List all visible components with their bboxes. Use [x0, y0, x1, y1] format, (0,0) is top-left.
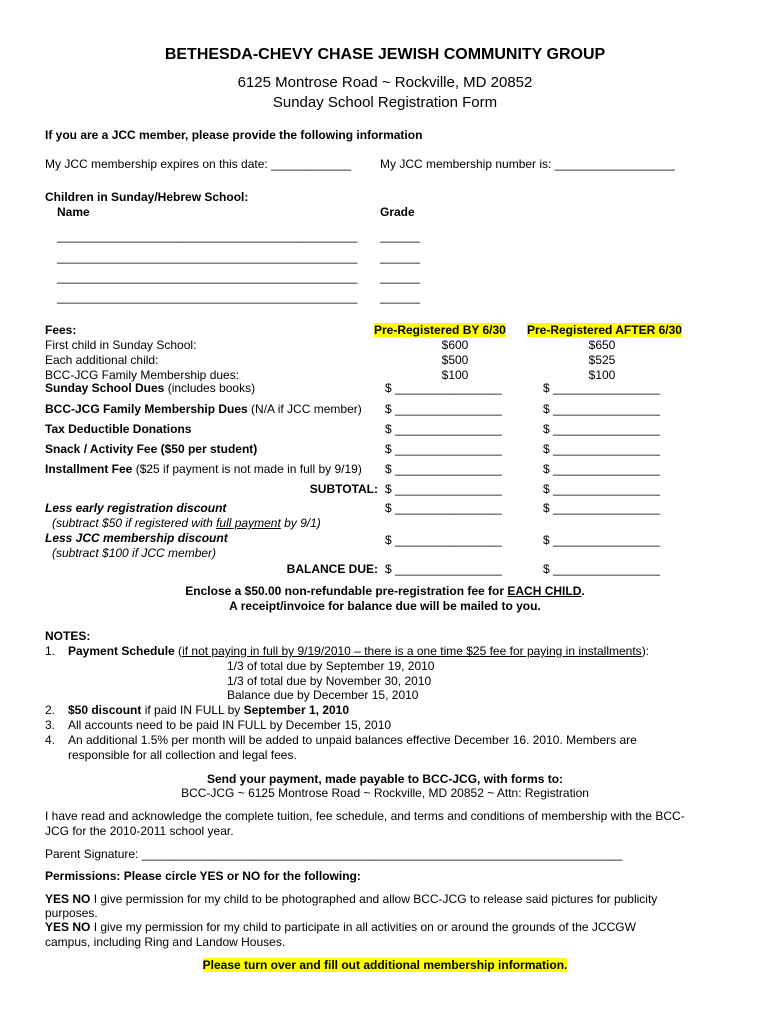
balance-after-field[interactable]: $ ________________ — [543, 562, 660, 576]
installment-rest: ($25 if payment is not made in full by 9/19) — [132, 462, 362, 476]
note-3: All accounts need to be paid IN FULL by December 15, 2010 — [68, 718, 392, 732]
installment-by-field[interactable]: $ ________________ — [385, 462, 502, 476]
sunday-dues-rest: (includes books) — [164, 381, 256, 395]
form-title: Sunday School Registration Form — [272, 94, 498, 111]
note-4-line-1: An additional 1.5% per month will be added to unpaid balances effective December 16. 2010. Members are — [68, 733, 637, 747]
note-1-close: ): — [641, 644, 650, 658]
child-grade-field[interactable]: ______ — [380, 250, 421, 264]
price-after-first-child: $650 — [588, 338, 616, 352]
parent-signature-field[interactable]: Parent Signature: ________________________________________________________________________ — [45, 847, 623, 861]
family-membership-dues-label — [45, 402, 362, 416]
jcc-prompt: If you are a JCC member, please provide the following information — [45, 128, 423, 142]
send-payment-heading: Send your payment, made payable to BCC-JCG, with forms to: — [206, 772, 564, 786]
price-by-first-child: $600 — [441, 338, 469, 352]
price-after-membership: $100 — [588, 368, 616, 382]
installment-after-field[interactable]: $ ________________ — [543, 462, 660, 476]
enclose-b: . — [581, 584, 585, 598]
grade-column-header: Grade — [380, 205, 415, 219]
turn-over-text: Please turn over and fill out additional membership information. — [202, 958, 568, 972]
family-dues-after-field[interactable]: $ ________________ — [543, 402, 660, 416]
acknowledge-line-1: I have read and acknowledge the complete tuition, fee schedule, and terms and conditions of membership with the BCC- — [45, 809, 685, 823]
early-note-underline: full payment — [216, 516, 281, 530]
enclose-a: Enclose a $50.00 non-refundable pre-registration fee for — [185, 584, 508, 598]
child-grade-field[interactable]: ______ — [380, 290, 421, 304]
child-grade-field[interactable]: ______ — [380, 229, 421, 243]
pre-registered-by-header: Pre-Registered BY 6/30 — [374, 323, 506, 337]
schedule-item: 1/3 of total due by September 19, 2010 — [227, 659, 435, 673]
children-heading: Children in Sunday/Hebrew School: — [45, 190, 249, 204]
jcc-discount-after-field[interactable]: $ ________________ — [543, 533, 660, 547]
early-discount-after-field[interactable]: $ ________________ — [543, 501, 660, 515]
jcc-expires-field[interactable]: My JCC membership expires on this date: ____________ — [45, 157, 352, 171]
price-after-additional-child: $525 — [588, 353, 616, 367]
membership-dues-label: BCC-JCG Family Membership dues: — [45, 368, 240, 382]
jcc-discount-note: (subtract $100 if JCC member) — [52, 546, 217, 560]
snack-fee-label: Snack / Activity Fee ($50 per student) — [45, 442, 258, 456]
org-address: 6125 Montrose Road ~ Rockville, MD 20852 — [237, 74, 533, 91]
child-name-field[interactable]: _____________________________________________ — [57, 229, 358, 243]
child-name-field[interactable]: _____________________________________________ — [57, 290, 358, 304]
sunday-dues-bold: Sunday School Dues — [45, 381, 165, 395]
permission-photo-line-2: purposes. — [45, 906, 98, 920]
subtotal-by-field[interactable]: $ ________________ — [385, 482, 502, 496]
child-name-field[interactable]: _____________________________________________ — [57, 270, 358, 284]
additional-child-label: Each additional child: — [45, 353, 159, 367]
subtotal-label: SUBTOTAL: — [309, 482, 378, 496]
snack-by-field[interactable]: $ ________________ — [385, 442, 502, 456]
note-1-number: 1. — [45, 644, 56, 658]
early-discount-by-field[interactable]: $ ________________ — [385, 501, 502, 515]
jcc-number-field[interactable]: My JCC membership number is: __________________ — [380, 157, 675, 171]
note-4-line-2: responsible for all collection and legal fees. — [68, 748, 297, 762]
jcc-discount-label: Less JCC membership discount — [45, 531, 228, 545]
note-2-mid: if paid IN FULL by — [141, 703, 244, 717]
yes-no-choice-activities[interactable]: YES NO — [45, 920, 91, 934]
balance-due-label: BALANCE DUE: — [286, 562, 378, 576]
payment-schedule-bold: Payment Schedule — [68, 644, 175, 658]
subtotal-after-field[interactable]: $ ________________ — [543, 482, 660, 496]
note-4-number: 4. — [45, 733, 56, 747]
donations-by-field[interactable]: $ ________________ — [385, 422, 502, 436]
schedule-item: 1/3 of total due by November 30, 2010 — [227, 674, 432, 688]
permission-photo-text: I give permission for my child to be photographed and allow BCC-JCG to release said pictures for publicity — [90, 892, 658, 906]
permission-activities-line-2: campus, including Ring and Landow Houses. — [45, 935, 286, 949]
family-dues-rest: (N/A if JCC member) — [247, 402, 362, 416]
note-1-underline: if not paying in full by 9/19/2010 – there is a one time $25 fee for paying in installments — [182, 644, 642, 658]
schedule-item: Balance due by December 15, 2010 — [227, 688, 419, 702]
note-1 — [68, 644, 649, 658]
note-2-number: 2. — [45, 703, 56, 717]
child-grade-field[interactable]: ______ — [380, 270, 421, 284]
jcc-discount-by-field[interactable]: $ ________________ — [385, 533, 502, 547]
permissions-heading: Permissions: Please circle YES or NO for the following: — [45, 869, 361, 883]
mailing-address: BCC-JCG ~ 6125 Montrose Road ~ Rockville, MD 20852 ~ Attn: Registration — [181, 786, 589, 800]
price-by-membership: $100 — [441, 368, 469, 382]
balance-by-field[interactable]: $ ________________ — [385, 562, 502, 576]
early-note-a: (subtract $50 if registered with — [52, 516, 217, 530]
family-dues-by-field[interactable]: $ ________________ — [385, 402, 502, 416]
note-2 — [68, 703, 349, 717]
sunday-dues-by-field[interactable]: $ ________________ — [385, 381, 502, 395]
discount-date-bold: September 1, 2010 — [243, 703, 350, 717]
enclose-each-child: EACH CHILD — [507, 584, 582, 598]
note-3-number: 3. — [45, 718, 56, 732]
early-note-b: by 9/1) — [280, 516, 321, 530]
donations-after-field[interactable]: $ ________________ — [543, 422, 660, 436]
first-child-label: First child in Sunday School: — [45, 338, 197, 352]
price-by-additional-child: $500 — [441, 353, 469, 367]
enclose-fee-note — [0, 584, 770, 598]
permission-photo — [45, 892, 657, 906]
snack-after-field[interactable]: $ ________________ — [543, 442, 660, 456]
early-discount-note — [52, 516, 321, 530]
org-title: BETHESDA-CHEVY CHASE JEWISH COMMUNITY GROUP — [164, 46, 606, 63]
discount-bold: $50 discount — [68, 703, 142, 717]
name-column-header: Name — [57, 205, 90, 219]
permission-activities — [45, 920, 636, 934]
installment-fee-label — [45, 462, 362, 476]
note-1-open: ( — [174, 644, 183, 658]
sunday-school-dues-label — [45, 381, 255, 395]
child-name-field[interactable]: _____________________________________________ — [57, 250, 358, 264]
installment-bold: Installment Fee — [45, 462, 133, 476]
notes-heading: NOTES: — [45, 629, 91, 643]
early-discount-label: Less early registration discount — [45, 501, 227, 515]
permission-activities-text: I give my permission for my child to participate in all activities on or around the grounds of the JCCGW — [90, 920, 636, 934]
receipt-note: A receipt/invoice for balance due will be mailed to you. — [229, 599, 541, 613]
fees-label: Fees: — [45, 323, 77, 337]
sunday-dues-after-field[interactable]: $ ________________ — [543, 381, 660, 395]
yes-no-choice-photo[interactable]: YES NO — [45, 892, 91, 906]
family-dues-bold: BCC-JCG Family Membership Dues — [45, 402, 248, 416]
acknowledge-line-2: JCG for the 2010-2011 school year. — [45, 824, 234, 838]
donations-label: Tax Deductible Donations — [45, 422, 192, 436]
pre-registered-after-header: Pre-Registered AFTER 6/30 — [527, 323, 682, 337]
turn-over-note — [0, 958, 770, 972]
